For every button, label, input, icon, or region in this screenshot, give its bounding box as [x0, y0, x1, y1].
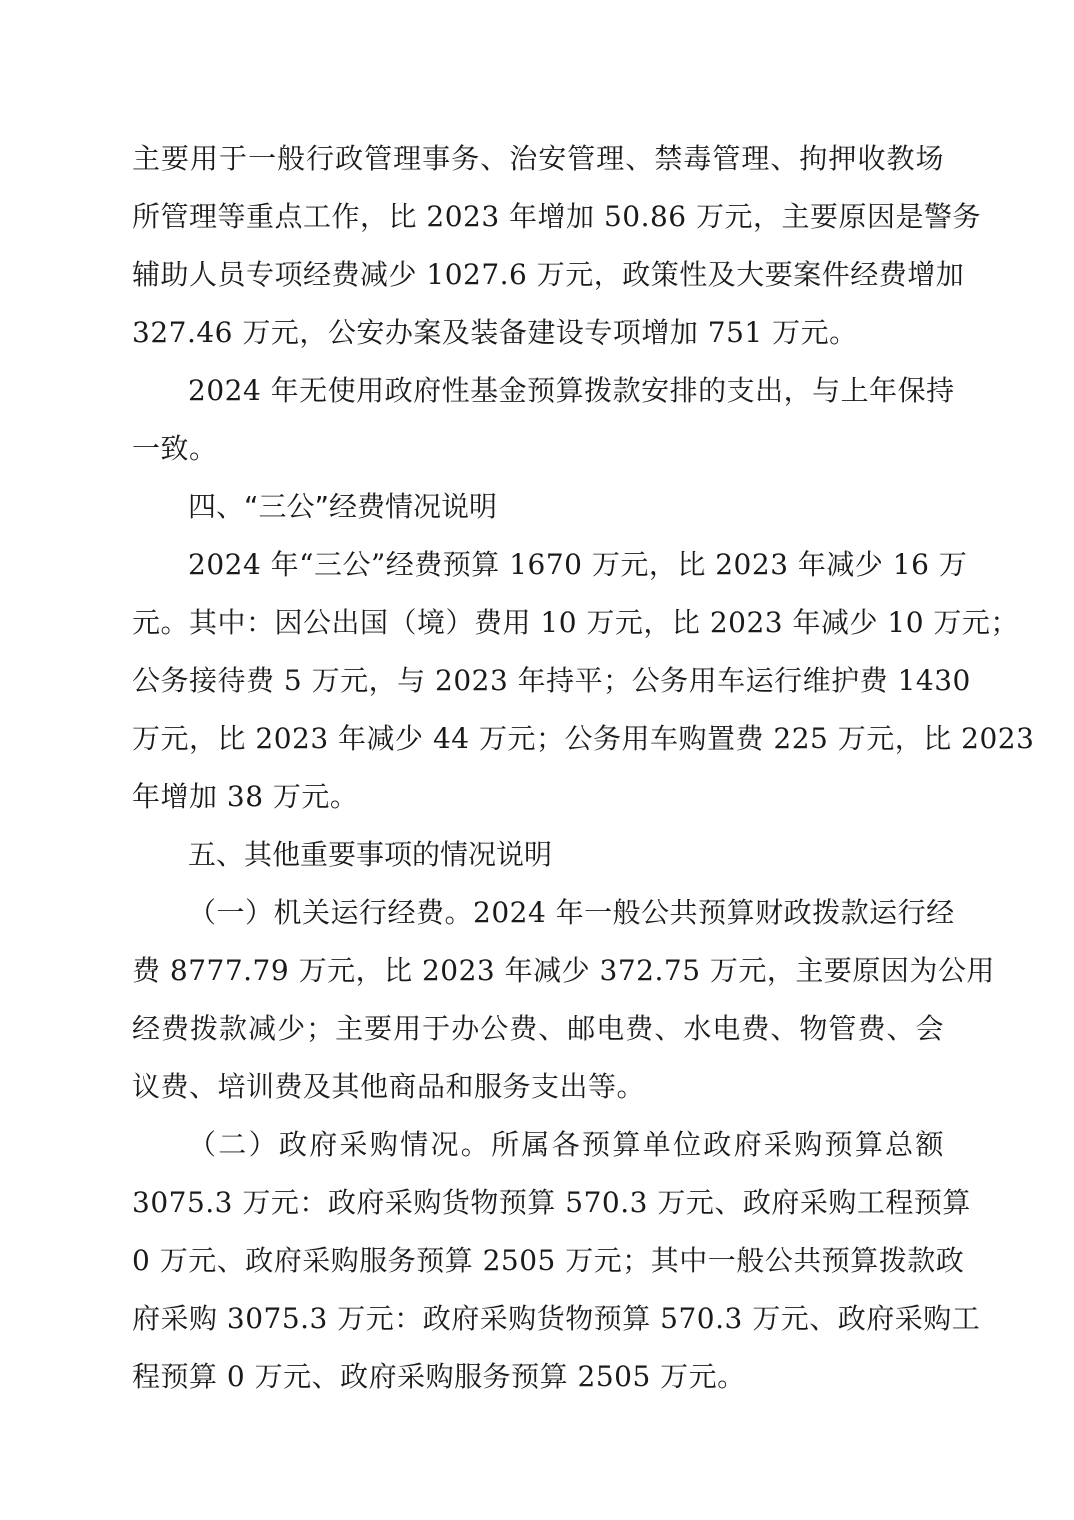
- text-line: 府采购 3075.3 万元：政府采购货物预算 570.3 万元、政府采购工: [132, 1302, 981, 1335]
- paragraph-fund-budget: [132, 362, 955, 478]
- text-line: 一致。: [132, 432, 218, 465]
- text-line: 经费拨款减少；主要用于办公费、邮电费、水电费、物管费、会: [132, 1012, 944, 1045]
- paragraph-government-procurement: [132, 1116, 981, 1406]
- text-line: 年增加 38 万元。: [132, 780, 359, 813]
- text-line: 元。其中：因公出国（境）费用 10 万元，比 2023 年减少 10 万元；: [132, 606, 1019, 639]
- text-line: 327.46 万元，公安办案及装备建设专项增加 751 万元。: [132, 316, 858, 349]
- paragraph-operating-expenses: [132, 884, 995, 1116]
- section-heading-other-matters: 五、其他重要事项的情况说明: [188, 838, 553, 871]
- paragraph-spending-use: [132, 130, 982, 362]
- paragraph-three-public-budget: [132, 536, 1035, 826]
- text-line: 所管理等重点工作，比 2023 年增加 50.86 万元，主要原因是警务: [132, 200, 982, 233]
- text-line: （二）政府采购情况。所属各预算单位政府采购预算总额: [188, 1128, 944, 1161]
- text-line: 议费、培训费及其他商品和服务支出等。: [132, 1070, 646, 1103]
- text-line: 万元，比 2023 年减少 44 万元；公务用车购置费 225 万元，比 2023: [132, 722, 1035, 755]
- text-line: 2024 年无使用政府性基金预算拨款安排的支出，与上年保持: [188, 374, 955, 407]
- text-line: 2024 年“三公”经费预算 1670 万元，比 2023 年减少 16 万: [188, 548, 968, 581]
- text-line: 0 万元、政府采购服务预算 2505 万元；其中一般公共预算拨款政: [132, 1244, 965, 1277]
- text-line: 主要用于一般行政管理事务、治安管理、禁毒管理、拘押收教场: [132, 142, 944, 175]
- text-line: 3075.3 万元：政府采购货物预算 570.3 万元、政府采购工程预算: [132, 1186, 971, 1219]
- text-line: 程预算 0 万元、政府采购服务预算 2505 万元。: [132, 1360, 746, 1393]
- text-line: 辅助人员专项经费减少 1027.6 万元，政策性及大要案件经费增加: [132, 258, 965, 291]
- document-page: [132, 130, 1035, 1406]
- section-heading-three-public: 四、“三公”经费情况说明: [188, 490, 498, 523]
- text-line: （一）机关运行经费。2024 年一般公共预算财政拨款运行经: [188, 896, 955, 929]
- text-line: 公务接待费 5 万元，与 2023 年持平；公务用车运行维护费 1430: [132, 664, 971, 697]
- text-line: 费 8777.79 万元，比 2023 年减少 372.75 万元，主要原因为公用: [132, 954, 995, 987]
